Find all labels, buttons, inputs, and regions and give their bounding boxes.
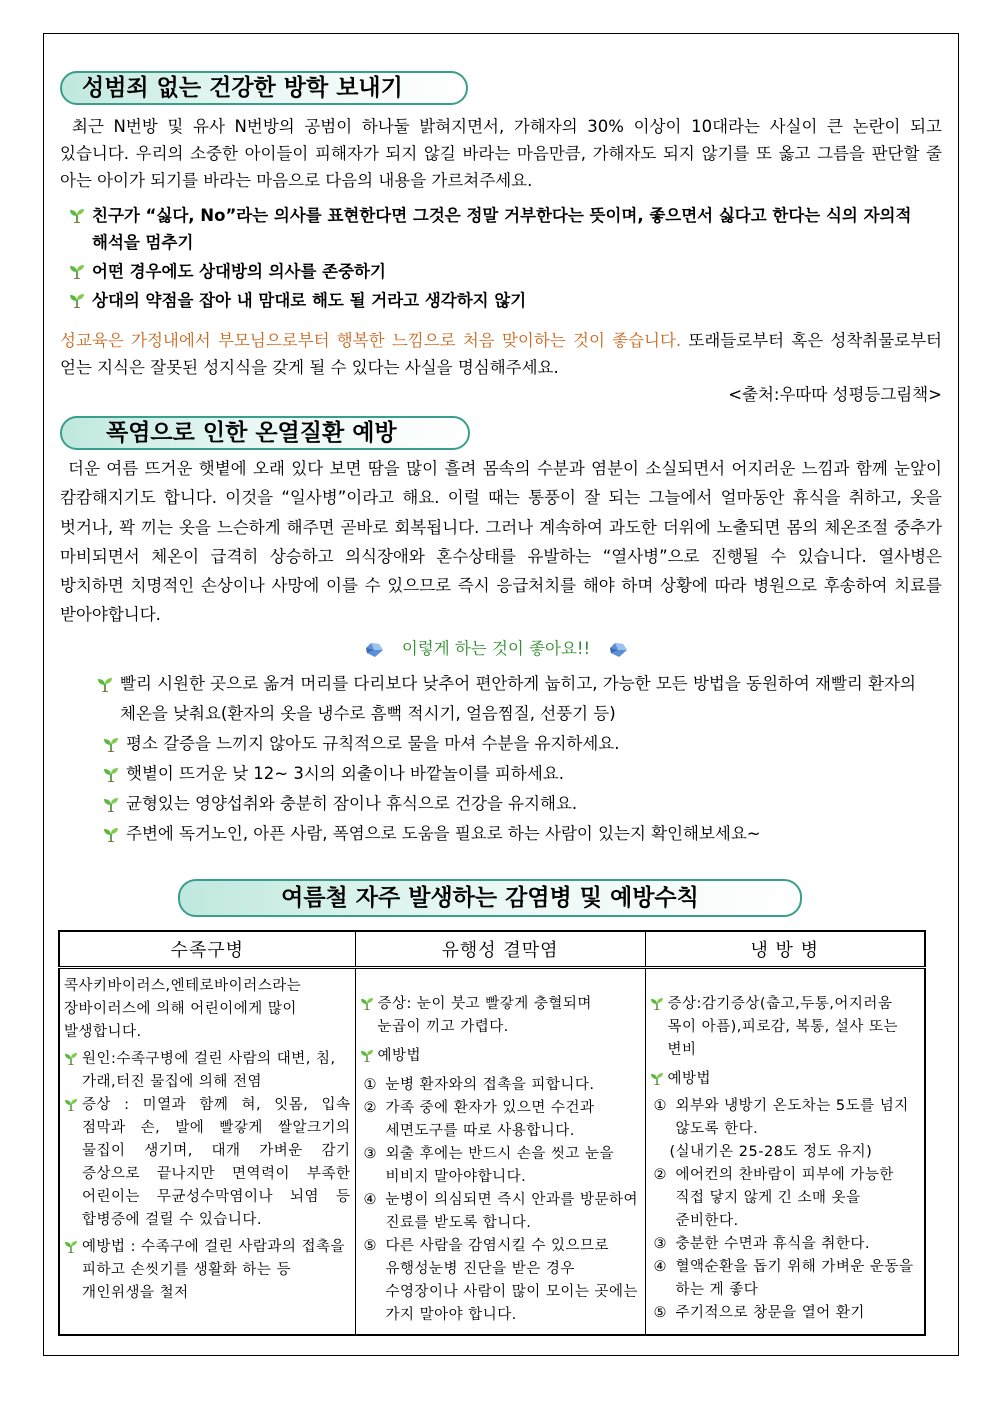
- cooling-prevention-list: [650, 1095, 921, 1325]
- section1-intro: 최근 N번방 및 유사 N번방의 공범이 하나둘 밝혀지면서, 가해자의 30% 이상이 10대라는 사실이 큰 논란이 되고 있습니다. 우리의 소중한 아이들이 피해자가 되지 않길 바라는 마음만큼, 가해자도 되지 않기를 또 옳고 그름을 판단할 줄 아는 아이가 되기를 바라는 마음으로 다음의 내용을 가르쳐주세요.: [60, 117, 942, 190]
- cooling-symptom: 증상:감기증상(춥고,두통,어지러움 목이 아픔),피로감, 복통, 설사 또는 변비: [650, 993, 921, 1062]
- list-item: 빨리 시원한 곳으로 옮겨 머리를 다리보다 낮추어 편안하게 눕히고, 가능한 모든 방법을 동원하여 재빨리 환자의 체온을 낮춰요(환자의 옷을 냉수로 흠뻑 적시기, 얼음찜질, 선풍기 등): [94, 669, 942, 729]
- list-item: ⑤ 다른 사람을 감염시킬 수 있으므로 유행성눈병 진단을 받은 경우 수영장이나 사람이 많이 모이는 곳에는 가지 말아야 합니다.: [363, 1238, 639, 1323]
- list-item: ① 외부와 냉방기 온도차는 5도를 넘지 않도록 한다.: [653, 1098, 909, 1137]
- list-item: 햇볕이 뜨거운 낮 12~ 3시의 외출이나 바깥놀이를 피하세요.: [100, 759, 948, 789]
- note-highlight: 성교육은 가정내에서 부모님으로부터 행복한 느낌으로 처음 맞이하는 것이 좋습니다.: [60, 331, 682, 350]
- sprout-icon: [103, 738, 119, 752]
- list-item: ② 가족 중에 환자가 있으면 수건과 세면도구를 따로 사용합니다.: [363, 1100, 595, 1139]
- conjunctivitis-prevention-list: [360, 1074, 641, 1327]
- infection-table: [58, 930, 926, 1336]
- sprout-icon: [64, 1053, 78, 1065]
- hfmd-cause: 원인:수족구병에 걸린 사람의 대변, 침,가래,터진 물집에 의해 전염: [64, 1048, 351, 1094]
- hfmd-symptom: 증상 : 미열과 함께 혀, 잇몸, 입속 점막과 손, 발에 빨갛게 쌀알크기의 물집이 생기며, 대개 가벼운 감기 증상으로 끝나지만 면역력이 부족한 어린이는 무균성수막염이나 뇌염 등 합병증에 걸릴 수 있습니다.: [64, 1094, 351, 1232]
- list-item: ④ 혈액순환을 돕기 위해 가벼운 운동을 하는 게 좋다: [653, 1259, 914, 1298]
- source-credit: <출처:우따따 성평등그림책>: [728, 385, 942, 404]
- section1-note: [60, 327, 942, 381]
- sprout-icon: [360, 1050, 374, 1062]
- sprout-icon: [103, 798, 119, 812]
- conjunctivitis-prevention-label: 예방법: [360, 1045, 641, 1068]
- section2-bullet-list: [94, 669, 942, 849]
- cooling-prevention-label: 예방법: [650, 1068, 921, 1091]
- list-item: ④ 눈병이 의심되면 즉시 안과를 방문하여 진료를 받도록 합니다.: [363, 1192, 639, 1231]
- section-title-safe-vacation: 성범죄 없는 건강한 방학 보내기: [60, 71, 468, 105]
- sprout-icon: [650, 998, 664, 1010]
- section2-intro: 더운 여름 뜨거운 햇볕에 오래 있다 보면 땀을 많이 흘려 몸속의 수분과 염분이 소실되면서 어지러운 느낌과 함께 눈앞이 캄캄해지기도 합니다. 이것을 “일사병”이라고 해요. 이럴 때는 통풍이 잘 되는 그늘에서 얼마동안 휴식을 취하고, 옷을 벗거나, 꽉 끼는 옷을 느슨하게 해주면 곧바로 회복됩니다. 그러나 계속하여 과도한 더위에 노출되면 몸의 체온조절 중추가 마비되면서 체온이 급격히 상승하고 의식장애와 혼수상태를 유발하는 “열사병”으로 진행될 수 있습니다. 열사병은 방치하면 치명적인 손상이나 사망에 이를 수 있으므로 즉시 응급처치를 해야 하며 상황에 따라 병원으로 후송하여 치료를 받아야합니다.: [60, 459, 942, 625]
- list-item: 친구가 “싫다, No”라는 의사를 표현한다면 그것은 정말 거부한다는 뜻이며, 좋으면서 싫다고 한다는 식의 자의적 해석을 멈추기: [66, 202, 942, 256]
- sprout-icon: [64, 1241, 78, 1253]
- cell-conjunctivitis: [355, 968, 645, 1336]
- list-item: 평소 갈증을 느끼지 않아도 규칙적으로 물을 마셔 수분을 유지하세요.: [100, 729, 948, 759]
- good-tip-heading: 이렇게 하는 것이 좋아요!!: [0, 636, 992, 662]
- list-item: 균형있는 영양섭취와 충분히 잠이나 휴식으로 건강을 유지해요.: [100, 789, 948, 819]
- sprout-icon: [103, 828, 119, 842]
- list-item: 어떤 경우에도 상대방의 의사를 존중하기: [66, 258, 942, 285]
- cell-cooling-sickness: [645, 968, 925, 1336]
- sprout-icon: [650, 1073, 664, 1085]
- hfmd-intro: 콕사키바이러스,엔테로바이러스라는 장바이러스에 의해 어린이에게 많이 발생합니다.: [64, 978, 302, 1040]
- list-item: ③ 외출 후에는 반드시 손을 씻고 눈을 비비지 말아야합니다.: [363, 1146, 615, 1185]
- section-title-summer-infections: 여름철 자주 발생하는 감염병 및 예방수칙: [178, 879, 802, 917]
- section1-bullet-list: [66, 202, 942, 314]
- column-header-cooling-sickness: 냉 방 병: [645, 931, 925, 968]
- sprout-icon: [64, 1099, 78, 1111]
- sprout-icon: [97, 678, 113, 692]
- gem-icon: [608, 642, 628, 658]
- sprout-icon: [69, 265, 85, 279]
- column-header-hfmd: 수족구병: [59, 931, 355, 968]
- sprout-icon: [69, 209, 85, 223]
- gem-icon: [364, 642, 384, 658]
- sprout-icon: [360, 998, 374, 1010]
- list-item: 상대의 약점을 잡아 내 맘대로 해도 될 거라고 생각하지 않기: [66, 287, 942, 314]
- note-rest: 또래들로부터 혹은 성착취물로부터 얻는 지식은 잘못된 성지식을 갖게 될 수 있다는 사실을 명심해주세요.: [60, 331, 942, 377]
- sprout-icon: [69, 294, 85, 308]
- list-item-note: (실내기온 25-28도 정도 유지): [669, 1144, 873, 1160]
- column-header-conjunctivitis: 유행성 결막염: [355, 931, 645, 968]
- section-title-heat-illness: 폭염으로 인한 온열질환 예방: [60, 416, 470, 450]
- list-item: ③ 충분한 수면과 휴식을 취한다.: [653, 1236, 871, 1252]
- list-item: ⑤ 주기적으로 창문을 열어 환기: [653, 1305, 865, 1321]
- list-item: ① 눈병 환자와의 접촉을 피합니다.: [363, 1077, 595, 1093]
- list-item: ② 에어컨의 찬바람이 피부에 가능한 직접 닿지 않게 긴 소매 옷을 준비한다.: [653, 1167, 894, 1229]
- cell-hfmd: [59, 968, 355, 1336]
- list-item: 주변에 독거노인, 아픈 사람, 폭염으로 도움을 필요로 하는 사람이 있는지 확인해보세요~: [100, 819, 948, 849]
- hfmd-prevention: 예방법 : 수족구에 걸린 사람과의 접촉을 피하고 손씻기를 생활화 하는 등 개인위생을 철저: [64, 1236, 351, 1305]
- conjunctivitis-symptom: 증상: 눈이 붓고 빨갛게 충혈되며 눈곱이 끼고 가렵다.: [360, 993, 641, 1039]
- sprout-icon: [103, 768, 119, 782]
